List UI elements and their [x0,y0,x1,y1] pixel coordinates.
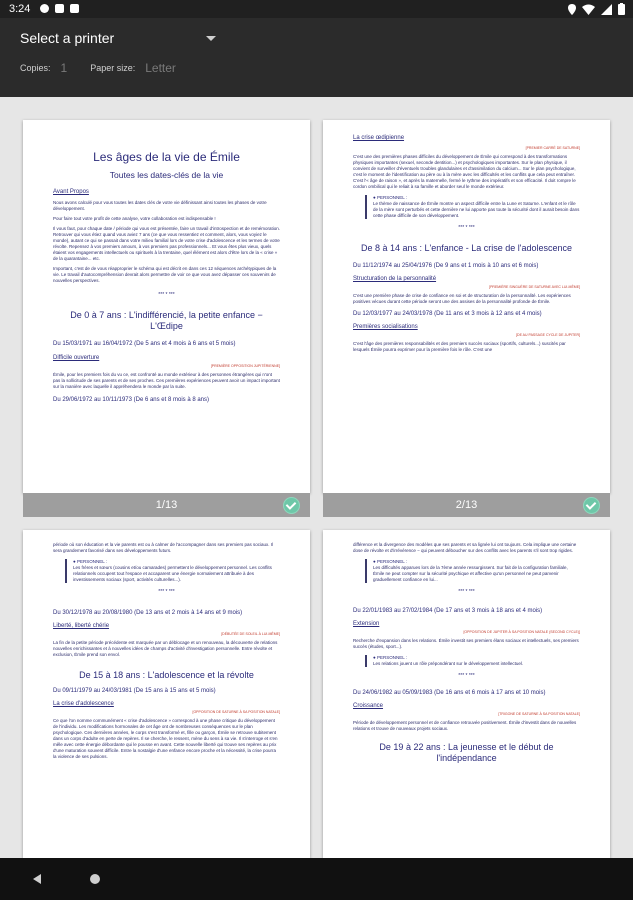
section-heading: Liberté, liberté chérie [53,623,110,629]
printer-label: Select a printer [20,30,115,46]
astro-tag: [OPPOSITION DE JUPITER À SA POSITION NATALE (SECOND CYCLE)] [463,630,580,634]
paragraph: Nous avons calculé pour vous toutes les dates clés de votre vie définissant ainsi toutes les phases de votre développement. [53,200,267,211]
separator: *** * *** [158,589,175,595]
battery-icon [618,3,625,15]
copies-field[interactable]: 1 [60,61,68,75]
paragraph: Pour faire tout votre profit de cette analyse, votre collaboration est indispensable ! [53,216,216,221]
paragraph: C'est une première phase de crise de confiance en soi et de structuration de la personnalité. Les expériences positives vécues durant cette période seront une des assises de la personnalité profonde de Émile. [353,293,571,304]
personal-note [65,559,280,583]
notification-icon [55,4,64,13]
page-2-content [323,120,610,493]
wifi-icon [582,4,595,15]
personal-note [365,559,580,583]
page-preview-2[interactable] [323,120,610,493]
settings-icon [40,4,49,13]
period-heading: De 19 à 22 ans : La jeunesse et le début de l'indépendance [379,742,554,763]
back-icon[interactable] [33,874,41,884]
page-footer-2 [323,493,610,517]
check-icon[interactable] [583,497,600,514]
section-heading: Difficile ouverture [53,355,100,361]
section-heading: Extension [353,621,380,627]
paragraph: Émile, pour les premiers fois du vu ce, est confronté au monde extérieur à des personnes étrangères qui n'ont pas la sollicitude de ses parents et de ses proches. Ces premières expériences peuvent avoir un impact important sur la manière avec laquelle il appréhendera le monde par la suite. [53,372,280,389]
note-text: Les frères et sœurs (cousins et/ou camarades) permettent le développement personnel. Les conflits relationnels occupent tout l'espace et accaparent une énergie normalement attribuée à des investissements sociaux (sport, activités culturelles...). [73,565,272,582]
date-range: Du 15/03/1971 au 16/04/1972 (De 5 ans et 4 mois à 6 ans et 5 mois) [53,341,236,347]
date-range: Du 09/11/1979 au 24/03/1981 (De 15 ans à 15 ans et 5 mois) [53,688,216,694]
paragraph: Ce que l'on nomme communément « crise d'adolescence » correspond à une phase critique du développement de l'individu. Les modifications hormonales de cet âge ont de nombreuses conséquences sur le plan psychologique. Ces dernières années, le corps s'est transformé et, fille ou garçon, Émile se retrouve subitement dans un corps d'adulte en perte de repères. Il se cherche, le ressent, mène du sens à sa vie. Il s'interroge et s'en mêle avec cette énergie débordante qui le pousse en avant. Cette nouvelle liberté qui trouve ses repères au prix d'une maturation souvent difficile. Entre la nostalgie d'une enfance encore proche et la nécessité, la crise pourra la violence de ses pulsions. [53,718,278,759]
document-title: Les âges de la vie de Émile [93,150,240,164]
separator: *** * *** [458,589,475,595]
section-heading: La crise d'adolescence [53,701,114,707]
paper-size-label: Paper size: [90,63,136,73]
check-icon[interactable] [283,497,300,514]
page-preview-3[interactable] [23,530,310,858]
astro-tag: [PREMIÈRE SINGUÉRE DE SATURNE AVEC LUI-MÊME] [489,285,580,289]
note-text: Les relations jouent un rôle prépondérant sur le développement intellectuel. [373,661,524,666]
separator: *** * *** [158,292,175,298]
paragraph: Important, c'est de de vous réapproprier le schéma qui est décrit en dans ces 12 séquences archétypiques de la vie. Le travail d'autocompréhension devrait alors permettre de voir ce que vous avez dépasser ces souvenirs de nouvelles perspectives. [53,266,277,283]
paragraph: période où son éducation et la vie parents est ou à calmer de l'accompagner dans ses premiers pas sociaux. Il sera grandement favorisé dans ses développements futurs. [53,542,273,553]
print-options-bar [0,18,633,97]
paragraph: Il vous faut, pour chaque date / période qui vous est présentée, faire un travail d'introspection et de remémoration. Retrouver qui vous étiez quand vous aviez 7 ans (ce que vous ressentiez et comment, alors, vous voyiez le monde), autant ce qui se passait dans votre milieu familial lors de votre crise d'adolescence et les termes de votre révolte. Repensez à vos premiers amours, à vos premiers pas professionnels... Et vous êtes plus vieux, quels étaient vos engagements intellectuels ou spirituels à la trentaine, quel élément est alors d'être lors de la « crise » de la quarantaine... etc. [53,226,280,261]
astro-tag: [OPPOSITION DE SATURNE À SA POSITION NATALE] [192,710,280,714]
section-heading: Croissance [353,703,384,709]
section-heading: Structuration de la personnalité [353,276,437,282]
period-heading: De 15 à 18 ans : L'adolescence et la révolte [79,670,254,680]
paragraph: C'est une des premières phases difficiles du développement de Émile qui correspond à des transformations physiques importantes (sexuel, seconde dentition...) et psychologiques importantes. Sur le plan physique, il convient de surveiller d'éventuels troubles glandulaires et d'assimilation du calcium... Sur le plan psychologique, c'est le moment de l'identification au père ou à la mère avec les difficultés et les conflits que cela peut entraîner. C'est l'« âge de raison », et après la maternelle, fermé le rythme des impératifs et son efficacité. Il doit rompre le cordon ombilical qui le reliait à sa famille et aborder seul le monde extérieur. [353,154,576,189]
note-text: Le thème de naissance de Émile montre un aspect difficile entre la Lune et Saturne. L'enfant et le rôle de la mère sont perturbés et cette dernière ne lui apporte pas toute la sécurité dont il aurait besoin dans cette phase difficile de son développement. [373,201,580,218]
date-range: Du 29/06/1972 au 10/11/1973 (De 6 ans et 8 mois à 8 ans) [53,397,209,403]
paragraph: C'est l'âge des premières responsabilités et des premiers succès sociaux (sportifs, culturels...) suscités par lesquels Émile pourra exprimer pour la première fois le rôle. C'est une [353,341,566,352]
section-heading: Avant Propos [53,189,89,195]
astro-tag: [DE AU PASSAGE CYCLE DE JUPITER] [516,333,580,337]
separator: *** * *** [458,225,475,231]
page-preview-1[interactable] [23,120,310,493]
paragraph: Recherche d'expansion dans les relations. Émile investit ses premiers élans sociaux et intellectuels, ses premiers succès (études, sport...). [353,638,579,649]
paragraph: La fin de la petite période précédente est marquée par un déblocage et un renouveau, la découverte de relations nouvelles enrichissantes et à nouvelles idées de champs d'activité d'investigation personnelle. Entre révolte et exclusion, Émile prend son envol. [53,640,278,657]
date-range: Du 22/01/1983 au 27/02/1984 (De 17 ans et 3 mois à 18 ans et 4 mois) [353,608,543,614]
page-3-content [23,530,310,858]
paper-size-select[interactable]: Letter [145,61,176,75]
navigation-bar [0,858,633,900]
date-range: Du 11/12/1974 au 25/04/1976 (De 9 ans et 1 mois à 10 ans et 6 mois) [353,263,539,269]
astro-tag: [PREMIER CARRÉ DE SATURNE] [525,146,580,150]
status-bar [0,0,633,18]
home-icon[interactable] [90,874,100,884]
copies-label: Copies: [20,63,51,73]
period-heading: De 8 à 14 ans : L'enfance - La crise de l'adolescence [360,243,573,253]
document-subtitle: Toutes les dates-clés de la vie [109,170,224,180]
signal-icon [601,4,612,15]
personal-note [365,195,580,219]
paragraph: différence et la divergence des modèles que ses parents et sa lignée lui ont toujours. Cela implique une certaine dose de révolte et d'irrévérence − qui peuvent déboucher sur des conflits avec les parents s'il sont trop rigides. [353,542,577,553]
page-preview-4[interactable] [323,530,610,858]
page-footer-1 [23,493,310,517]
page-number: 1/13 [155,499,178,511]
personal-note [365,655,580,667]
section-heading: La crise œdipienne [353,135,405,141]
print-options [20,61,176,75]
note-heading: ● PERSONNEL : [73,559,108,564]
page-1-content [23,120,310,493]
date-range: Du 12/03/1977 au 24/03/1978 (De 11 ans et 3 mois à 12 ans et 4 mois) [353,311,542,317]
date-range: Du 24/06/1982 au 05/09/1983 (De 16 ans et 6 mois à 17 ans et 10 mois) [353,690,546,696]
astro-tag: [TRIGONE DE SATURNE À SA POSITION NATALE] [498,712,580,716]
page-number: 2/13 [455,499,478,511]
astro-tag: [PREMIÈRE OPPOSITION JUPITÉRIENNE] [210,364,280,368]
note-heading: ● PERSONNEL : [373,559,408,564]
astro-tag: [DÉBUTÉE DE SOLEIL À LUI-MÊME] [221,632,280,636]
date-range: Du 30/12/1978 au 20/08/1980 (De 13 ans et 2 mois à 14 ans et 9 mois) [53,610,243,616]
sd-card-icon [70,4,79,13]
paragraph: Période de développement personnel et de confiance retrouvée positivement. Émile d'investit dans de nouvelles relations et trouve de nouveaux projets sociaux. [353,720,577,731]
chevron-down-icon [206,36,216,41]
section-heading: Premières socialisations [353,324,418,330]
note-heading: ● PERSONNEL : [373,195,408,200]
period-heading: De 0 à 7 ans : L'indifférencié, la petite enfance − L'Œdipe [70,310,263,331]
separator: *** * *** [458,673,475,679]
status-time: 3:24 [9,3,31,15]
printer-selector[interactable] [20,30,216,46]
note-text: Les difficultés apparues lors de la 7ème année ressurgissent. Sur fait de la configuration familiale, Émile ne peut compter sur la sécurité psychique et affective qu'un personnel ne peut parvenir graduellement confiance en lui... [373,565,568,582]
note-heading: ● PERSONNEL : [373,655,408,660]
page-4-content [323,530,610,858]
location-icon [568,4,576,15]
